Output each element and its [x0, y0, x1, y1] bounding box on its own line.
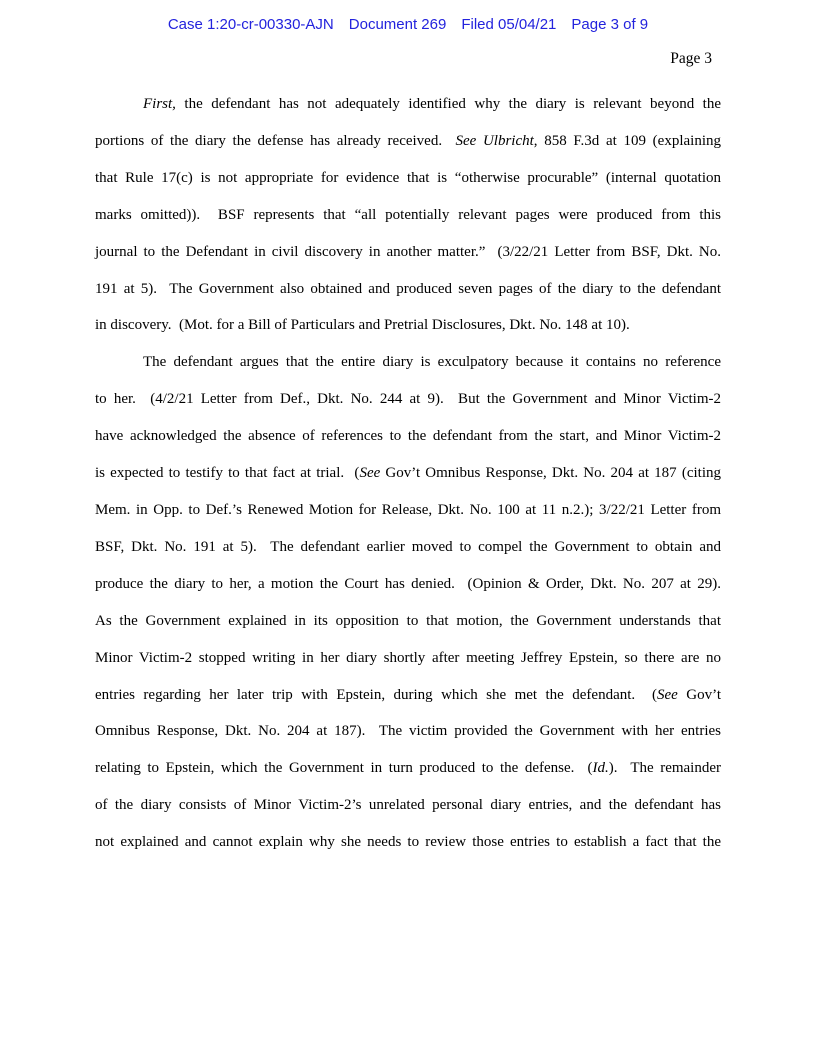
text-line: Mem. in Opp. to Def.’s Renewed Motion for Release, Dkt. No. 100 at 11 n.2.); 3/22/21 Letter from — [95, 501, 721, 518]
stamp-case-number: Case 1:20-cr-00330-AJN — [167, 16, 334, 33]
text-line: have acknowledged the absence of references to the defendant from the start, and Minor Victim-2 — [95, 428, 721, 445]
text-line: Minor Victim-2 stopped writing in her diary shortly after meeting Jeffrey Epstein, so there are no — [95, 649, 721, 666]
page-number: Page 3 — [670, 50, 712, 67]
stamp-page-of: Page 3 of 9 — [571, 16, 649, 33]
text-line: marks omitted)). BSF represents that “all potentially relevant pages were produced from this — [95, 206, 721, 223]
text-line: is expected to testify to that fact at trial. (See Gov’t Omnibus Response, Dkt. No. 204 at 187 (citing — [95, 465, 721, 482]
text-line: produce the diary to her, a motion the Court has denied. (Opinion & Order, Dkt. No. 207 at 29). — [95, 575, 721, 592]
text-line: First, the defendant has not adequately identified why the diary is relevant beyond the — [143, 96, 721, 112]
text-line: journal to the Defendant in civil discovery in another matter.” (3/22/21 Letter from BSF, Dkt. No. — [95, 243, 721, 260]
text-line: of the diary consists of Minor Victim-2’s unrelated personal diary entries, and the defendant has — [95, 797, 721, 814]
text-line: 191 at 5). The Government also obtained and produced seven pages of the diary to the defendant — [95, 280, 721, 297]
text-line: to her. (4/2/21 Letter from Def., Dkt. No. 244 at 9). But the Government and Minor Victim-2 — [95, 391, 721, 408]
text-line: not explained and cannot explain why she needs to review those entries to establish a fact that the — [95, 834, 721, 851]
text-line: BSF, Dkt. No. 191 at 5). The defendant earlier moved to compel the Government to obtain and — [95, 538, 721, 555]
text-line: entries regarding her later trip with Epstein, during which she met the defendant. (See Gov’t — [95, 686, 721, 703]
text-line: that Rule 17(c) is not appropriate for evidence that is “otherwise procurable” (internal quotation — [95, 169, 721, 186]
text-line: The defendant argues that the entire diary is exculpatory because it contains no reference — [143, 354, 721, 371]
paragraph — [95, 86, 721, 344]
text-line: relating to Epstein, which the Government in turn produced to the defense. (Id.). The remainder — [95, 760, 722, 777]
text-line: in discovery. (Mot. for a Bill of Particulars and Pretrial Disclosures, Dkt. No. 148 at 10). — [95, 317, 630, 334]
filing-stamp — [0, 15, 816, 35]
stamp-document-number: Document 269 — [348, 16, 447, 33]
text-line: As the Government explained in its opposition to that motion, the Government understands that — [95, 612, 721, 629]
document-body — [95, 86, 721, 861]
text-line: Omnibus Response, Dkt. No. 204 at 187). The victim provided the Government with her entries — [95, 723, 721, 740]
paragraph — [95, 344, 721, 861]
text-line: portions of the diary the defense has already received. See Ulbricht, 858 F.3d at 109 (explaining — [95, 132, 721, 149]
stamp-filed-date: Filed 05/04/21 — [461, 16, 557, 33]
